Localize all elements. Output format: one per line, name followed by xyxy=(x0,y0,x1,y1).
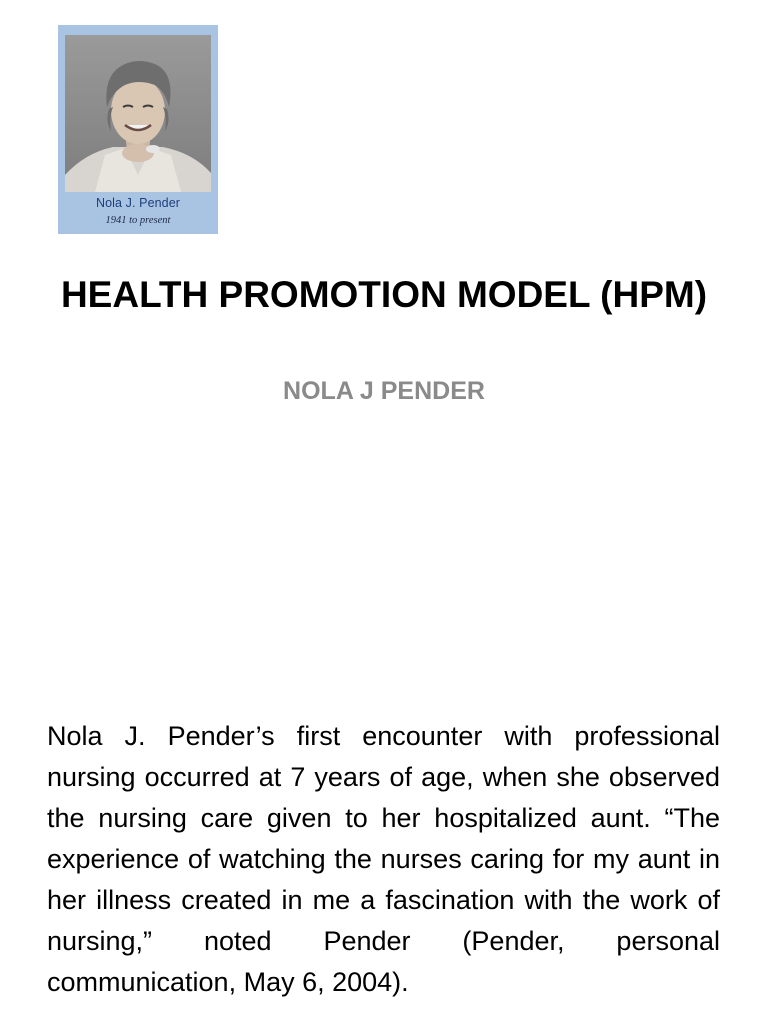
portrait-card xyxy=(58,25,218,234)
portrait-caption-name: Nola J. Pender xyxy=(95,196,181,210)
portrait-photo xyxy=(65,35,211,192)
slide-subtitle: NOLA J PENDER xyxy=(283,377,485,405)
slide-body-text: Nola J. Pender’s first encounter with professional nursing occurred at 7 years of age, when she observed the nursing care given to her hospitalized aunt. “The experience of watching the nurses caring for my aunt in her illness created in me a fascination with the work of nursing,” noted Pender (Pender, personal communication, May 6, 2004). xyxy=(47,721,720,997)
portrait-caption-dates: 1941 to present xyxy=(105,215,171,226)
slide-title: HEALTH PROMOTION MODEL (HPM) xyxy=(60,274,708,315)
